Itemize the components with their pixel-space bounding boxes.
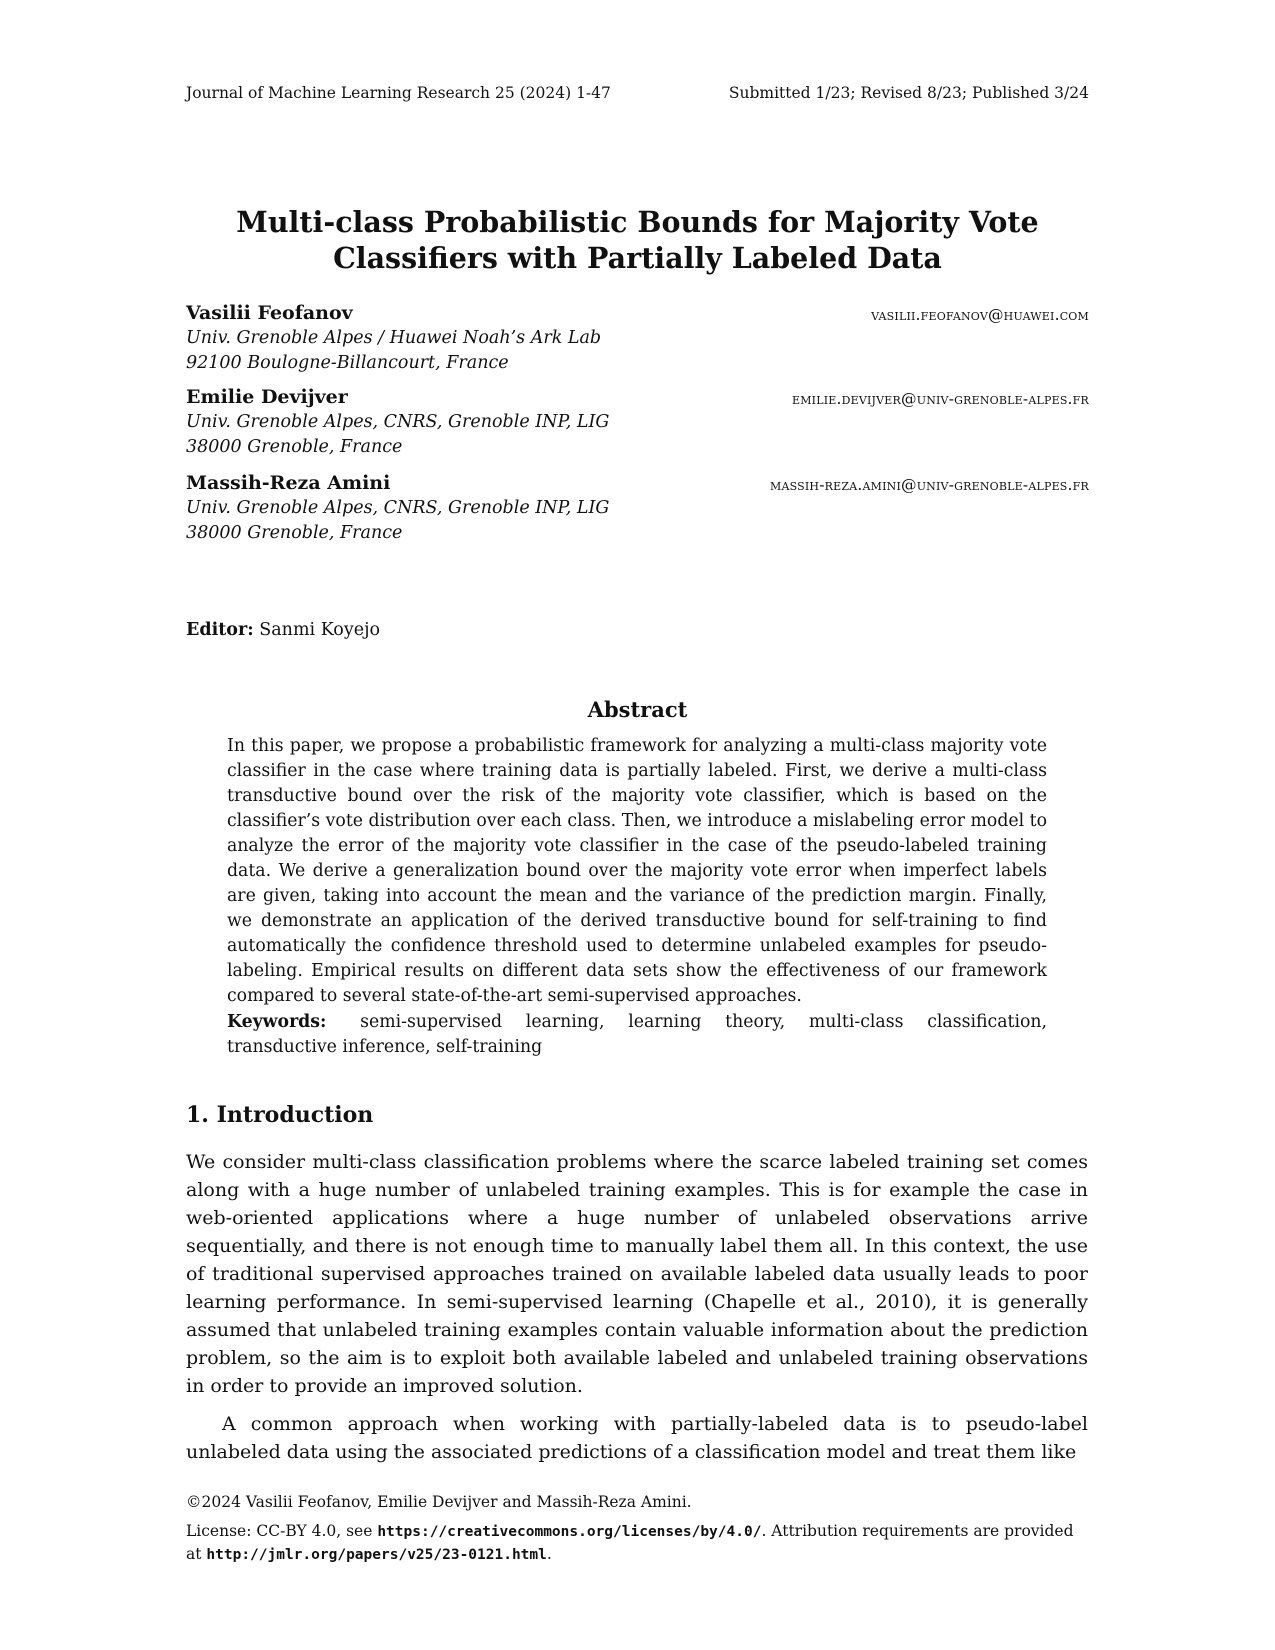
license-end: . [546, 1545, 552, 1563]
journal-header: Journal of Machine Learning Research 25 (2024) 1-47 [186, 84, 611, 102]
keywords [227, 1010, 1047, 1060]
author-affiliation [186, 410, 609, 460]
author-address-line: 38000 Grenoble, France [186, 437, 403, 457]
abstract-heading: Abstract [587, 697, 688, 722]
intro-paragraph-2: A common approach when working with partially-labeled data is to pseudo-label unlabeled data using the associated predictions of a classification model and treat them like [186, 1413, 1088, 1463]
paper-title-line1: Multi-class Probabilistic Bounds for Majority Vote [236, 205, 1039, 239]
license-mid: . Attribution requirements are provided at [186, 1522, 1074, 1563]
paper-link[interactable]: http://jmlr.org/papers/v25/23-0121.html [206, 1547, 547, 1563]
section-heading: 1. Introduction [186, 1102, 374, 1128]
abstract-text: In this paper, we propose a probabilistic framework for analyzing a multi-class majority vote classifier in the case where training data is partially labeled. First, we derive a multi-class transductive bound over the risk of the majority vote classifier, which is based on the classifier’s vote distribution over each class. Then, we introduce a mislabeling error model to analyze the error of the majority vote classifier in the case of the pseudo-labeled training data. We derive a generalization bound over the majority vote error when imperfect labels are given, taking into account the mean and the variance of the prediction margin. Finally, we demonstrate an application of the derived transductive bound for self-training to find automatically the confidence threshold used to determine unlabeled examples for pseudo-labeling. Empirical results on different data sets show the effectiveness of our framework compared to several state-of-the-art semi-supervised approaches. [227, 736, 1047, 1006]
author-affiliation [186, 326, 601, 376]
keywords-text: semi-supervised learning, learning theory, multi-class classification, transductive inference, self-training [227, 1012, 1047, 1057]
license-link[interactable]: https://creativecommons.org/licenses/by/4.0/ [377, 1524, 762, 1540]
copyright-notice: ©2024 Vasilii Feofanov, Emilie Devijver and Massih-Reza Amini. [186, 1493, 692, 1511]
license-notice [186, 1520, 1088, 1566]
editor-line [186, 620, 380, 640]
author-address-line: 38000 Grenoble, France [186, 523, 403, 543]
author-address-line: 92100 Boulogne-Billancourt, France [186, 353, 509, 373]
intro-paragraph-1: We consider multi-class classification problems where the scarce labeled training set comes along with a huge number of unlabeled training examples. This is for example the case in web-oriented applications where a huge number of unlabeled observations arrive sequentially, and there is not enough time to manually label them all. In this context, the use of traditional supervised approaches trained on available labeled data usually leads to poor learning performance. In semi-supervised learning (Chapelle et al., 2010), it is generally assumed that unlabeled training examples contain valuable information about the prediction problem, so the aim is to exploit both available labeled and unlabeled training observations in order to provide an improved solution. [186, 1151, 1088, 1397]
author-affiliation [186, 496, 609, 546]
author-name: Vasilii Feofanov [186, 302, 353, 324]
author-email[interactable]: massih-reza.amini@univ-grenoble-alpes.fr [770, 476, 1089, 494]
author-name: Massih-Reza Amini [186, 472, 391, 494]
author-affiliation-line: Univ. Grenoble Alpes, CNRS, Grenoble INP, LIG [186, 498, 610, 518]
submission-dates: Submitted 1/23; Revised 8/23; Published 3/24 [728, 84, 1089, 102]
author-email[interactable]: vasilii.feofanov@huawei.com [871, 306, 1089, 324]
editor-name: Sanmi Koyejo [259, 620, 381, 640]
editor-label: Editor: [186, 620, 254, 640]
author-email[interactable]: emilie.devijver@univ-grenoble-alpes.fr [791, 390, 1089, 408]
author-affiliation-line: Univ. Grenoble Alpes, CNRS, Grenoble INP, LIG [186, 412, 610, 432]
author-name: Emilie Devijver [186, 386, 348, 408]
keywords-label: Keywords: [227, 1012, 327, 1032]
license-prefix: License: CC-BY 4.0, see [186, 1522, 378, 1540]
paper-title [0, 204, 1275, 276]
paper-title-line2: Classifiers with Partially Labeled Data [333, 241, 942, 275]
author-affiliation-line: Univ. Grenoble Alpes / Huawei Noah’s Ark Lab [186, 328, 602, 348]
